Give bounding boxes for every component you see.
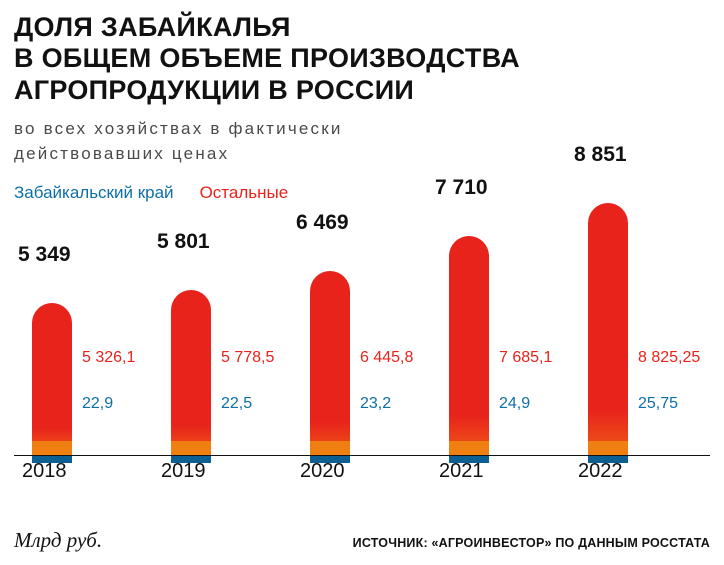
bar-value-others: 8 825,25 [638,348,701,366]
units-label: Млрд руб. [14,528,103,552]
title-line-2: В ОБЩЕМ ОБЪЕМЕ ПРОИЗВОДСТВА [14,43,520,74]
bar-total-label: 5 349 [18,242,71,266]
legend-item-zabaykalsky: Забайкальский край [14,182,174,202]
chart-legend [14,183,710,203]
bar-segment-base [171,441,211,455]
bar-group-2019 [153,207,292,485]
title-line-1: ДОЛЯ ЗАБАЙКАЛЬЯ [14,12,291,42]
subtitle-line-1: во всех хозяйствах в фактически [14,118,343,138]
bar-value-others: 5 326,1 [82,348,136,366]
bar-group-2018 [14,207,153,485]
bar-total-label: 6 469 [296,210,349,234]
bar-segment-base [32,441,72,455]
subtitle-line-2: действовавших ценах [14,144,230,164]
axis-tick-2022: 2022 [578,459,623,482]
bar-segment-others [588,203,628,455]
bar-value-zabaykalsky: 22,9 [82,394,114,412]
bar-value-others: 6 445,8 [360,348,414,366]
bar-segment-others [449,236,489,455]
axis-tick-2020: 2020 [300,459,345,482]
bar-total-label: 8 851 [574,142,627,166]
axis-tick-2019: 2019 [161,459,206,482]
bar-segment-base [588,441,628,455]
bar-segment-others [310,271,350,455]
bar-total-label: 7 710 [435,175,488,199]
title-line-3: АГРОПРОДУКЦИИ В РОССИИ [14,74,415,105]
bar-total-label: 5 801 [157,229,210,253]
bar-value-zabaykalsky: 25,75 [638,394,679,412]
axis-tick-2021: 2021 [439,459,484,482]
footer [14,528,710,553]
bar-value-zabaykalsky: 24,9 [499,394,531,412]
bar-group-2022 [570,142,709,485]
bar-value-others: 5 778,5 [221,348,275,366]
axis-tick-2018: 2018 [22,459,67,482]
source-note: ИСТОЧНИК: «АГРОИНВЕСТОР» ПО ДАННЫМ РОССТАТА [352,536,710,550]
bar-group-2021 [431,175,570,485]
bar-group-2020 [292,207,431,485]
bar-segment-base [310,441,350,455]
bar-value-zabaykalsky: 23,2 [360,394,392,412]
bar-segment-others [171,290,211,455]
bar-value-zabaykalsky: 22,5 [221,394,253,412]
bar-segment-base [449,441,489,455]
legend-item-others: Остальные [199,182,289,202]
page-title [14,12,710,106]
bar-segment-others [32,303,72,455]
bar-value-others: 7 685,1 [499,348,553,366]
